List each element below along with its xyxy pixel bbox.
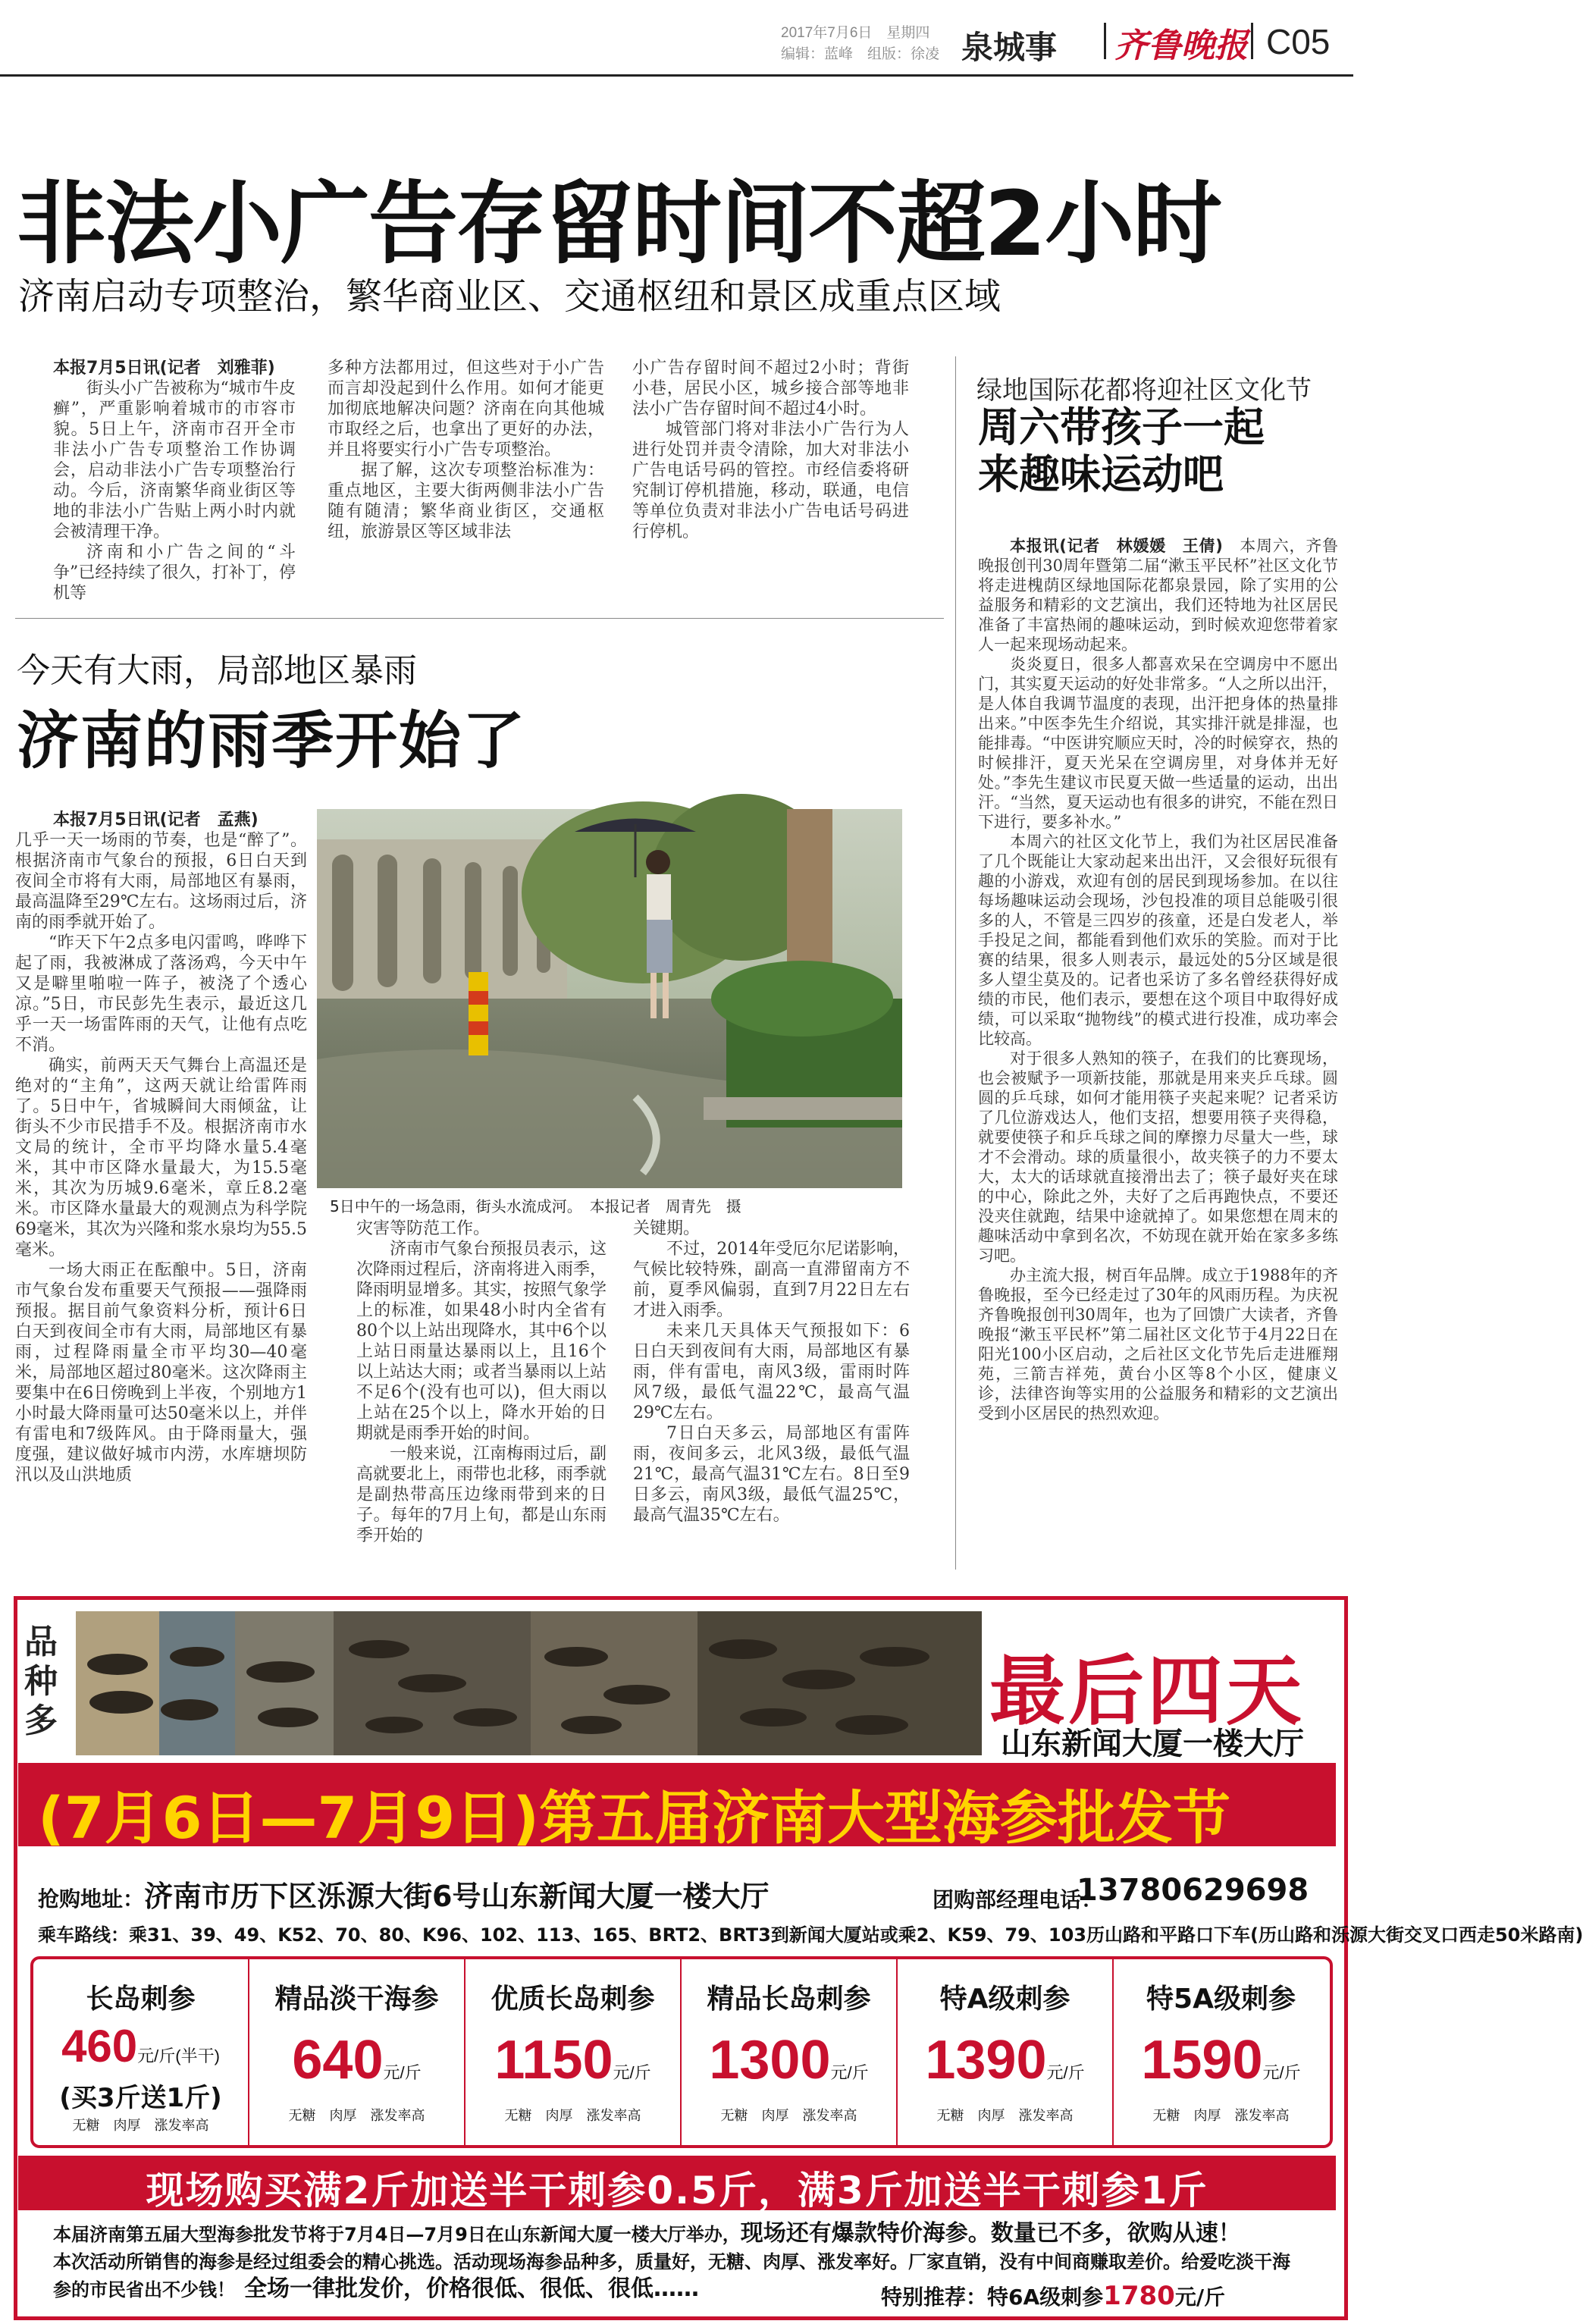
rain-paragraph: 关键期。	[633, 1219, 701, 1238]
price-cell	[465, 1959, 682, 2145]
product-name: 精品淡干海参	[274, 1984, 439, 2015]
photo-caption: 5日中午的一场急雨，街头水流成河。 本报记者 周青先 摄	[330, 1197, 741, 1215]
lead-headline: 非法小广告存留时间不超2小时	[17, 171, 1221, 276]
rain-column-3	[633, 1218, 910, 1567]
lead-paragraph: 据了解，这次专项整治标准为：重点地区，主要大街两侧非法小广告随有随清；繁华商业街区，交通枢纽，旅游景区等区域非法	[328, 461, 604, 541]
side-paragraph: 办主流大报，树百年品牌。成立于1988年的齐鲁晚报，至今已经走过了30年的风雨历程。为庆祝齐鲁晚报创刊30周年，也为了回馈广大读者，齐鲁晚报“漱玉平民杯”第二届社区文化节于4月22日在阳光100小区启动，之后社区文化节先后走进雁翔苑，三箭吉祥苑，黄台小区等8个小区，健康义诊，法律咨询等实用的公益服务和精彩的文艺演出受到小区居民的热烈欢迎。	[978, 1266, 1338, 1422]
product-note: 无糖 肉厚 涨发率高	[504, 2108, 641, 2124]
special-price: 1780	[1103, 2281, 1175, 2311]
header-rule	[0, 74, 1353, 77]
lead-paragraph: 小广告存留时间不超过2小时；背街小巷，居民小区，城乡接合部等地非法小广告存留时间不超过4小时。	[632, 359, 909, 419]
product-price: 1300元/斤	[709, 2030, 869, 2090]
lead-paragraph: 街头小广告被称为“城市牛皮癣”，严重影响着城市的市容市貌。5日上午，济南市召开全市非法小广告专项整治工作协调会，启动非法小广告专项整治行动。今后，济南繁华商业街区等地的非法小广告贴上两小时内就会被清理干净。	[53, 379, 296, 541]
ad-bus-route: 乘车路线：乘31、39、49、K52、70、80、K96、102、113、165、BRT2、BRT3到新闻大厦站或乘2、K59、79、103历山路和平路口下车(历山路和泺源大街交叉口西走50米路南)	[38, 1924, 1583, 1946]
lead-byline: 本报7月5日讯(记者 刘雅菲)	[53, 359, 275, 378]
ad-footer-line: 本届济南第五届大型海参批发节将于7月4日—7月9日在山东新闻大厦一楼大厅举办，	[53, 2224, 741, 2245]
lead-column-1	[53, 358, 296, 603]
product-note: 无糖 肉厚 涨发率高	[288, 2108, 425, 2124]
rain-paragraph: 不过，2014年受厄尔尼诺影响，气候比较特殊，副高一直滞留南方不前，夏季风偏弱，直到7月22日左右才进入雨季。	[633, 1240, 910, 1320]
rain-headline: 济南的雨季开始了	[17, 705, 527, 777]
rain-byline: 本报7月5日讯(记者 孟燕)	[53, 811, 259, 830]
product-photo-strip	[76, 1611, 982, 1755]
lead-subhead: 济南启动专项整治，繁华商业区、交通枢纽和景区成重点区域	[18, 275, 1002, 318]
side-paragraph: 炎炎夏日，很多人都喜欢呆在空调房中不愿出门，其实夏天运动的好处非常多。“人之所以出汗，是人体自我调节温度的表现，出汗把身体的热量排出来。”中医李先生介绍说，其实排汗就是排湿，也能排毒。“中医讲究顺应天时，冷的时候穿衣，热的时候排汗，夏天光呆在空调房里，对身体并无好处。”李先生建议市民夏天做一些适量的运动，出出汗。“当然，夏天运动也有很多的讲究，不能在烈日下进行，要多补水。”	[978, 655, 1338, 831]
product-price: 1390元/斤	[925, 2030, 1085, 2090]
lead-column-3	[632, 358, 909, 585]
price-cell	[898, 1959, 1114, 2145]
product-name: 特A级刺参	[939, 1984, 1070, 2015]
ad-phone-number: 13780629698	[1077, 1873, 1309, 1908]
story-divider	[15, 618, 944, 619]
ad-variety-label: 品种多	[24, 1623, 58, 1740]
ad-address-label: 抢购地址：	[38, 1886, 145, 1912]
product-name: 长岛刺参	[86, 1984, 196, 2015]
rain-column-2	[356, 1218, 607, 1567]
lead-column-2	[328, 358, 604, 585]
special-label: 特别推荐：	[881, 2285, 988, 2310]
ad-footer-highlight: 全场一律批发价，价格很低、很低、很低……	[244, 2275, 699, 2302]
special-offer	[881, 2281, 1225, 2311]
issue-date: 2017年7月6日 星期四	[781, 25, 930, 41]
rain-paragraph: “昨天下午2点多电闪雷鸣，哗哗下起了雨，我被淋成了落汤鸡，今天中午又是噼里啪啦一阵子，被浇了个透心凉。”5日，市民彭先生表示，最近这几乎一天一场雷阵雨的天气，让他有点吃不消。	[15, 933, 307, 1055]
ad-address	[38, 1873, 769, 1915]
product-offer: (买3斤送1斤)	[59, 2083, 222, 2113]
side-kicker: 绿地国际花都将迎社区文化节	[976, 375, 1312, 406]
price-cell	[33, 1959, 249, 2145]
ad-footer-line: 参的市民省出不少钱！	[53, 2279, 235, 2300]
product-name: 精品长岛刺参	[707, 1984, 871, 2015]
ad-address-text: 济南市历下区泺源大街6号山东新闻大厦一楼大厅	[144, 1880, 770, 1913]
rain-paragraph: 7日白天多云，局部地区有雷阵雨，夜间多云，北风3级，最低气温21℃，最高气温31℃左右。8日至9日多云，南风3级，最低气温25℃，最高气温35℃左右。	[633, 1424, 910, 1525]
product-price: 640元/斤	[292, 2030, 422, 2090]
product-price: 460元/斤(半干)	[61, 2021, 220, 2072]
product-name: 特5A级刺参	[1146, 1984, 1296, 2015]
street-flood-photo	[317, 809, 902, 1188]
product-note: 无糖 肉厚 涨发率高	[936, 2108, 1074, 2124]
price-cell	[1114, 1959, 1328, 2145]
promo-text: 现场购买满2斤加送半干刺参0.5斤，满3斤加送半干刺参1斤	[146, 2169, 1208, 2213]
rain-paragraph: 未来几天具体天气预报如下：6日白天到夜间有大雨，局部地区有暴雨，伴有雷电，南风3级，雷雨时阵风7级，最低气温22℃，最高气温29℃左右。	[633, 1322, 910, 1422]
price-table	[30, 1956, 1333, 2148]
editor-credits: 编辑：蓝峰 组版：徐凌	[781, 46, 940, 62]
price-cell	[682, 1959, 898, 2145]
ad-phone-label: 团购部经理电话：	[933, 1887, 1103, 1912]
special-item: 特6A级刺参	[987, 2285, 1104, 2310]
product-note: 无糖 肉厚 涨发率高	[1152, 2108, 1290, 2124]
price-cell	[249, 1959, 465, 2145]
header-divider	[1251, 23, 1253, 59]
lead-paragraph: 城管部门将对非法小广告行为人进行处罚并责令清除，加大对非法小广告电话号码的管控。市经信委将研究制订停机措施，移动，联通，电信等单位负责对非法小广告电话号码进行停机。	[632, 420, 909, 541]
side-headline: 周六带孩子一起来趣味运动吧	[978, 403, 1265, 498]
side-paragraph: 本周六的社区文化节上，我们为社区居民准备了几个既能让大家动起来出出汗，又会很好玩很有趣的小游戏，欢迎有创的居民到现场参加。在以往每场趣味运动会现场，沙包投准的项目总能吸引很多的人，不管是三四岁的孩童，还是白发老人，举手投足之间，都能看到他们欢乐的笑脸。而对于比赛的结果，很多人则表示，最远处的5分区域是很多人望尘莫及的。记者也采访了多名曾经获得好成绩的市民，他们表示，要想在这个项目中取得好成绩，可以采取“抛物线”的模式进行投准，成功率会比较高。	[978, 833, 1338, 1048]
page-number: C05	[1266, 22, 1331, 61]
section-name: 泉城事	[961, 29, 1058, 66]
side-story-body	[978, 536, 1338, 1567]
side-byline: 本报讯(记者 林媛媛 王倩)	[1010, 537, 1223, 555]
rain-kicker: 今天有大雨，局部地区暴雨	[17, 651, 417, 690]
lead-paragraph: 济南和小广告之间的“斗争”已经持续了很久，打补丁，停机等	[53, 543, 296, 603]
rain-paragraph: 几乎一天一场雨的节奏，也是“醉了”。根据济南市气象台的预报，6日白天到夜间全市将有大雨，局部地区有暴雨，最高温降至29℃左右。这场雨过后，济南的雨季就开始了。	[15, 831, 307, 932]
special-unit: 元/斤	[1174, 2285, 1226, 2310]
side-paragraph: 对于很多人熟知的筷子，在我们的比赛现场，也会被赋予一项新技能，那就是用来夹乒乓球。圆圆的乒乓球，如何才能用筷子夹起来呢？记者采访了几位游戏达人，他们支招，想要用筷子夹得稳，就要使筷子和乒乓球之间的摩擦力尽量大一些，球才不会滑动。球的质量很小，故夹筷子的力不要太大，太大的话球就直接滑出去了；筷子最好夹在球的中心，除此之外，夫好了之后再跑快点，不要还没夹住就跑，结果中途就掉了。如果您想在周末的趣味活动中拿到名次，不妨现在就开始在家多多练习吧。	[978, 1049, 1338, 1265]
ad-last-days: 最后四天	[989, 1647, 1305, 1736]
ad-banner-title: (7月6日—7月9日)第五届济南大型海参批发节	[38, 1784, 1230, 1852]
ad-footer-line: 本次活动所销售的海参是经过组委会的精心挑选。活动现场海参品种多，质量好，无糖、肉厚、涨发率好。厂家直销，没有中间商赚取差价。给爱吃淡干海	[53, 2251, 1290, 2272]
product-note: 无糖 肉厚 涨发率高	[72, 2118, 209, 2134]
product-note: 无糖 肉厚 涨发率高	[720, 2108, 857, 2124]
column-divider	[955, 356, 956, 1570]
product-price: 1590元/斤	[1141, 2030, 1301, 2090]
product-name: 优质长岛刺参	[491, 1984, 655, 2015]
rain-paragraph: 济南市气象台预报员表示，这次降雨过程后，济南将进入雨季，降雨明显增多。其实，按照气象学上的标准，如果48小时内全省有80个以上站出现降水，其中6个以上站日雨量达暴雨以上，且16个以上站达大雨；或者当暴雨以上站不足6个(没有也可以)，但大雨以上站在25个以上，降水开始的日期就是雨季开始的时间。	[356, 1240, 607, 1443]
ad-venue: 山东新闻大厦一楼大厅	[1001, 1727, 1304, 1761]
ad-footer-highlight: 现场还有爆款特价海参。数量已不多，欲购从速！	[740, 2220, 1241, 2247]
product-price: 1150元/斤	[494, 2030, 651, 2090]
header-divider	[1104, 23, 1106, 59]
lead-paragraph: 多种方法都用过，但这些对于小广告而言却没起到什么作用。如何才能更加彻底地解决问题？济南在向其他城市取经之后，也拿出了更好的办法，并且将要实行小广告专项整治。	[328, 359, 604, 459]
rain-paragraph: 一般来说，江南梅雨过后，副高就要北上，雨带也北移，雨季就是副热带高压边缘雨带到来的日子。每年的7月上旬，都是山东雨季开始的	[356, 1444, 607, 1545]
newspaper-logo: 齐鲁晚报	[1114, 27, 1248, 65]
side-paragraph: 本周六，齐鲁晚报创刊30周年暨第二届“漱玉平民杯”社区文化节将走进槐荫区绿地国际花都泉景园，除了实用的公益服务和精彩的文艺演出，我们还特地为社区居民准备了丰富热闹的趣味运动，到时候欢迎您带着家人一起来现场动起来。	[978, 537, 1338, 654]
rain-paragraph: 灾害等防范工作。	[356, 1219, 491, 1238]
rain-paragraph: 确实，前两天天气舞台上高温还是绝对的“主角”，这两天就让给雷阵雨了。5日中午，省城瞬间大雨倾盆，让街头不少市民措手不及。根据济南市水文局的统计，全市平均降水量5.4毫米，其中市区降水量最大，为15.5毫米，其次为历城9.6毫米，章丘8.2毫米。市区降水量最大的观测点为科学院69毫米，其次为兴隆和浆水泉均为55.5毫米。	[15, 1056, 307, 1259]
rain-paragraph: 一场大雨正在酝酿中。5日，济南市气象台发布重要天气预报——强降雨预报。据目前气象资料分析，预计6日白天到夜间全市有大雨，局部地区有暴雨，过程降雨量全市平均30—40毫米，局部地区超过80毫米。这次降雨主要集中在6日傍晚到上半夜，个别地方1小时最大降雨量可达50毫米以上，并伴有雷电和7级阵风。由于降雨量大，强度强，建议做好城市内涝，水库塘坝防汛以及山洪地质	[15, 1261, 307, 1485]
rain-column-1	[15, 810, 307, 1564]
